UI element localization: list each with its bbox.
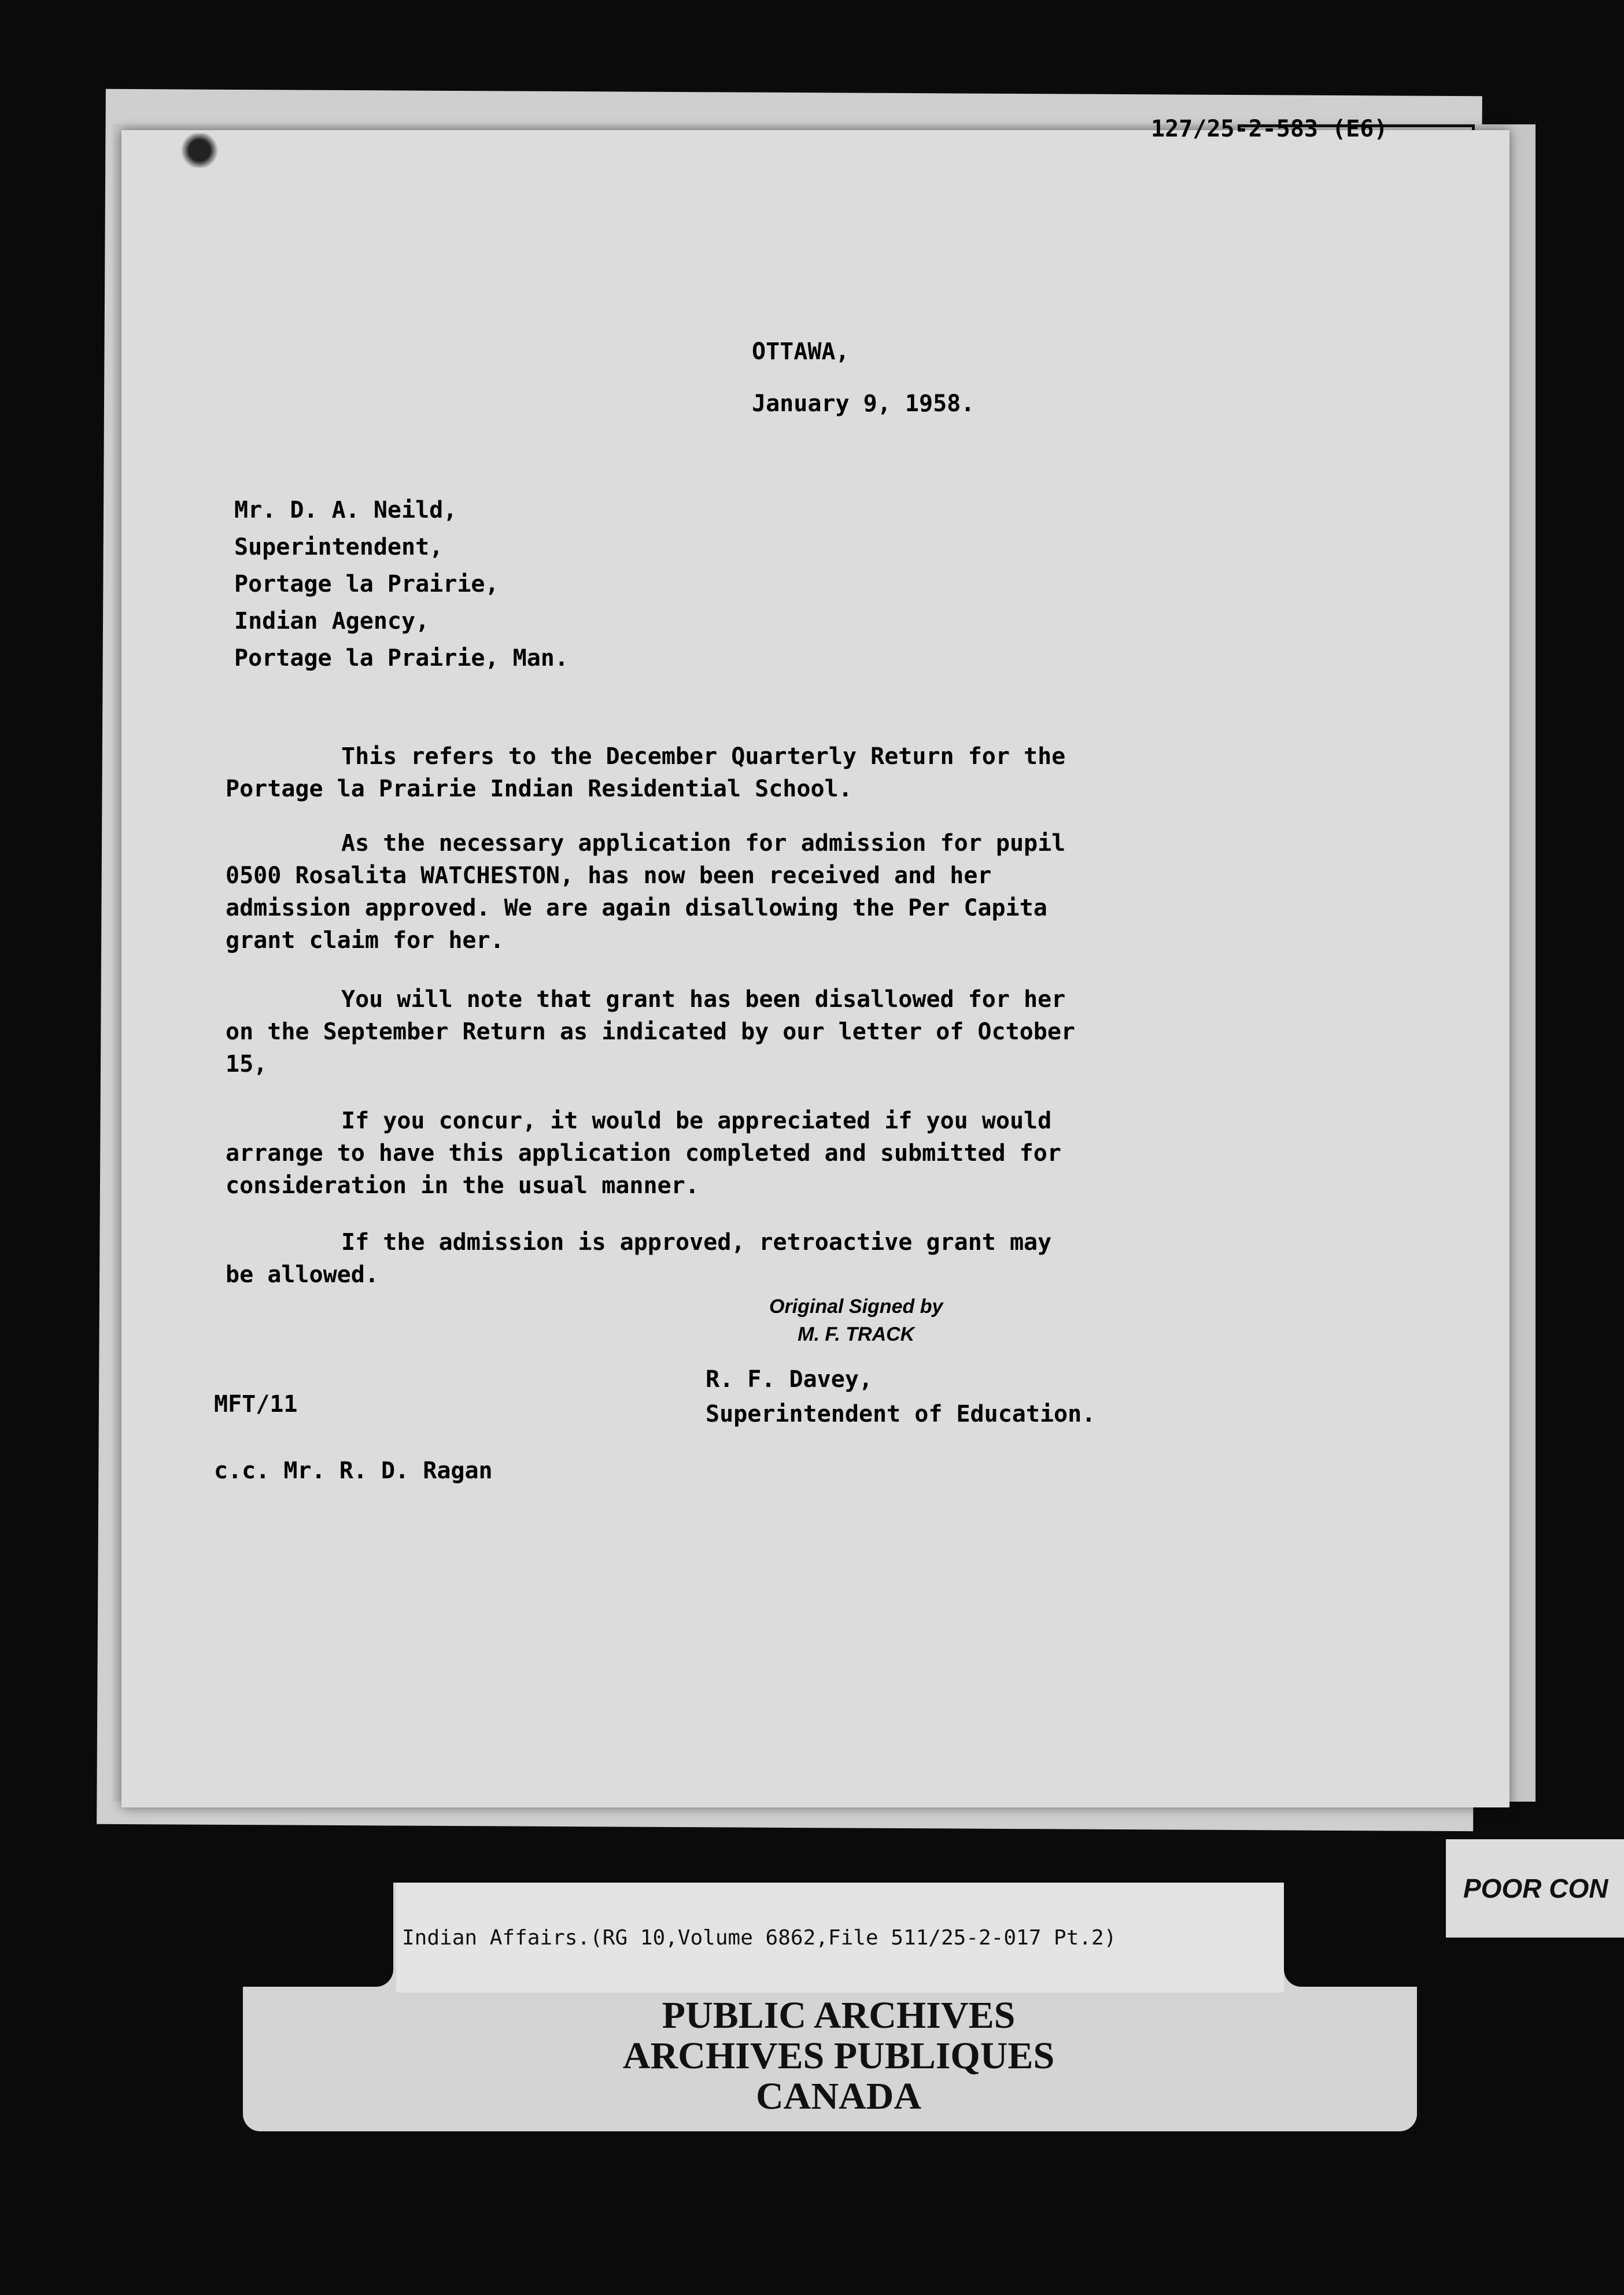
archive-tag-notch-left	[243, 1883, 393, 1987]
stamp-line-1: Original Signed by	[769, 1296, 943, 1318]
signatory: R. F. Davey, Superintendent of Education.	[706, 1366, 1096, 1427]
stamp-line-2: M. F. TRACK	[798, 1323, 915, 1345]
archive-line-3: CANADA	[756, 2075, 921, 2117]
paragraph-2: As the necessary application for admission for pupil 0500 Rosalita WATCHESTON, has now been received and her admission approved. We are again disallowing the Per Capita grant claim for her.	[226, 830, 1066, 954]
archive-tag-notch-right	[1284, 1883, 1417, 1987]
file-reference: 127/25-2-583 (E6)	[1151, 116, 1388, 142]
paragraph-3: You will note that grant has been disallowed for her on the September Return as indicated by our letter of October 15,	[226, 986, 1076, 1078]
paragraph-5: If the admission is approved, retroactive grant may be allowed.	[226, 1229, 1052, 1288]
letter-city: OTTAWA,	[752, 338, 850, 365]
archive-line-2: ARCHIVES PUBLIQUES	[622, 2035, 1055, 2077]
letter-page	[121, 130, 1509, 1807]
paragraph-1: This refers to the December Quarterly Return for the Portage la Prairie Indian Residential School.	[226, 743, 1066, 802]
condition-note: POOR CON	[1446, 1839, 1624, 1938]
archive-name	[405, 1995, 1272, 2117]
signature-stamp	[769, 1293, 943, 1348]
typist-initials: MFT/11	[214, 1391, 298, 1418]
carbon-copy: c.c. Mr. R. D. Ragan	[214, 1458, 493, 1484]
file-label: Indian Affairs.(RG 10,Volume 6862,File 511/25-2-017 Pt.2)	[396, 1883, 1284, 1993]
letter-date: January 9, 1958.	[752, 390, 975, 417]
archive-line-1: PUBLIC ARCHIVES	[662, 1994, 1016, 2036]
recipient-address: Mr. D. A. Neild, Superintendent, Portage la Prairie, Indian Agency, Portage la Prairie, Man.	[234, 497, 569, 671]
paragraph-4: If you concur, it would be appreciated if you would arrange to have this application completed and submitted for consideration in the usual manner.	[226, 1108, 1061, 1199]
ink-smudge	[179, 133, 220, 168]
